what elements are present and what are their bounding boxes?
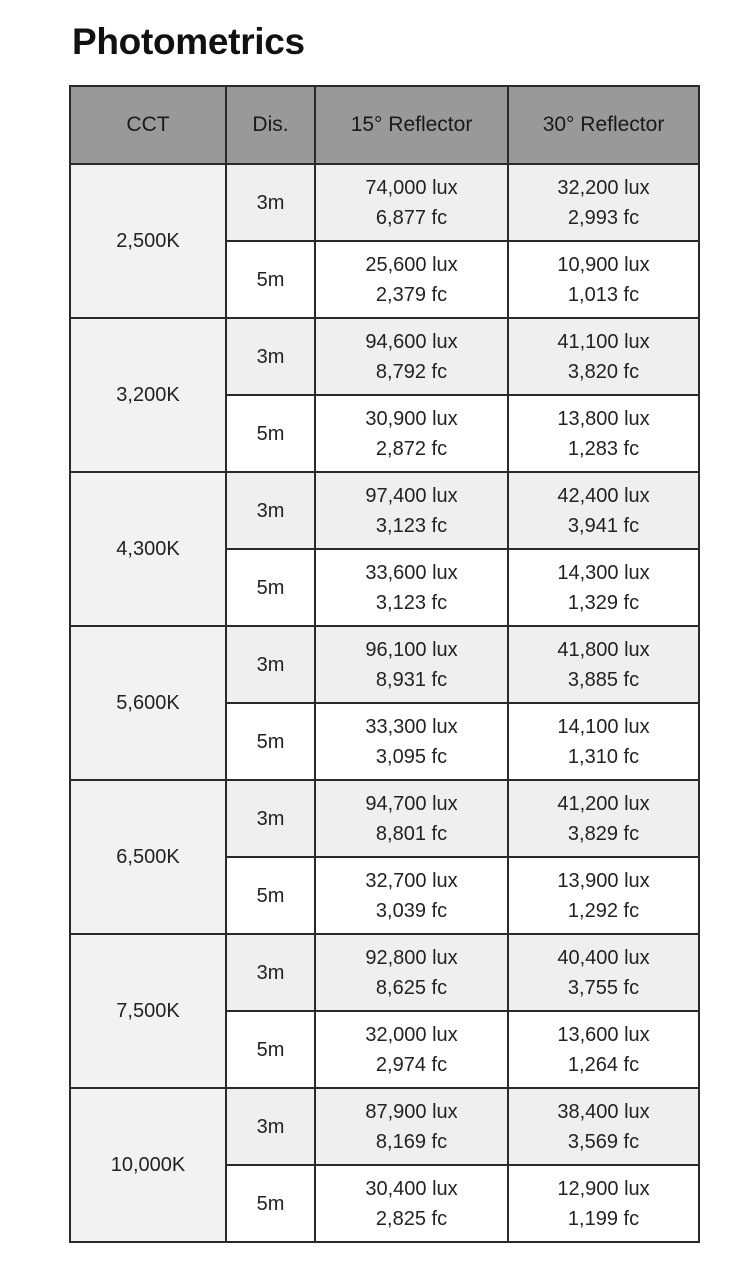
- reflector-15-cell: [315, 1165, 508, 1242]
- lux-value: 41,100 lux: [557, 330, 650, 353]
- fc-value: 8,792 fc: [375, 360, 448, 383]
- fc-value: 3,569 fc: [567, 1130, 640, 1153]
- fc-value: 8,931 fc: [375, 668, 448, 691]
- reflector-30-cell: [508, 780, 699, 857]
- lux-value: 94,600 lux: [365, 330, 458, 353]
- cct-cell: 6,500K: [70, 780, 226, 934]
- reflector-15-cell: [315, 549, 508, 626]
- distance-cell: 5m: [226, 1011, 315, 1088]
- reflector-30-cell: [508, 549, 699, 626]
- distance-cell: 3m: [226, 318, 315, 395]
- reflector-15-cell: [315, 703, 508, 780]
- fc-value: 3,123 fc: [375, 514, 448, 537]
- lux-value: 30,900 lux: [365, 407, 458, 430]
- distance-cell: 3m: [226, 472, 315, 549]
- reflector-15-cell: [315, 472, 508, 549]
- lux-value: 32,200 lux: [557, 176, 650, 199]
- distance-cell: 3m: [226, 1088, 315, 1165]
- fc-value: 1,292 fc: [567, 899, 640, 922]
- cct-cell: 5,600K: [70, 626, 226, 780]
- reflector-15-cell: [315, 780, 508, 857]
- header-row: [70, 86, 699, 164]
- reflector-30-cell: [508, 934, 699, 1011]
- fc-value: 1,329 fc: [567, 591, 640, 614]
- cct-cell: 3,200K: [70, 318, 226, 472]
- lux-value: 12,900 lux: [557, 1177, 650, 1200]
- reflector-30-cell: [508, 1088, 699, 1165]
- reflector-30-cell: [508, 395, 699, 472]
- lux-value: 10,900 lux: [557, 253, 650, 276]
- fc-value: 8,169 fc: [375, 1130, 448, 1153]
- lux-value: 33,600 lux: [365, 561, 458, 584]
- fc-value: 3,829 fc: [567, 822, 640, 845]
- distance-cell: 5m: [226, 395, 315, 472]
- lux-value: 97,400 lux: [365, 484, 458, 507]
- fc-value: 2,825 fc: [375, 1207, 448, 1230]
- lux-value: 33,300 lux: [365, 715, 458, 738]
- distance-cell: 5m: [226, 1165, 315, 1242]
- lux-value: 14,100 lux: [557, 715, 650, 738]
- fc-value: 1,013 fc: [567, 283, 640, 306]
- distance-cell: 3m: [226, 934, 315, 1011]
- lux-value: 42,400 lux: [557, 484, 650, 507]
- table-row: [70, 318, 699, 395]
- lux-value: 87,900 lux: [365, 1100, 458, 1123]
- fc-value: 3,123 fc: [375, 591, 448, 614]
- lux-value: 94,700 lux: [365, 792, 458, 815]
- fc-value: 2,872 fc: [375, 437, 448, 460]
- lux-value: 92,800 lux: [365, 946, 458, 969]
- reflector-15-cell: [315, 934, 508, 1011]
- distance-cell: 3m: [226, 780, 315, 857]
- fc-value: 1,283 fc: [567, 437, 640, 460]
- header-15-reflector: 15° Reflector: [315, 86, 508, 164]
- lux-value: 14,300 lux: [557, 561, 650, 584]
- reflector-15-cell: [315, 164, 508, 241]
- reflector-15-cell: [315, 1011, 508, 1088]
- fc-value: 2,993 fc: [567, 206, 640, 229]
- reflector-30-cell: [508, 857, 699, 934]
- reflector-30-cell: [508, 1165, 699, 1242]
- reflector-30-cell: [508, 318, 699, 395]
- lux-value: 40,400 lux: [557, 946, 650, 969]
- distance-cell: 5m: [226, 857, 315, 934]
- cct-cell: 4,300K: [70, 472, 226, 626]
- header-30-reflector: 30° Reflector: [508, 86, 699, 164]
- reflector-30-cell: [508, 1011, 699, 1088]
- table-row: [70, 1088, 699, 1165]
- lux-value: 13,600 lux: [557, 1023, 650, 1046]
- reflector-15-cell: [315, 318, 508, 395]
- table-row: [70, 472, 699, 549]
- header-distance: Dis.: [226, 86, 315, 164]
- fc-value: 3,039 fc: [375, 899, 448, 922]
- fc-value: 3,885 fc: [567, 668, 640, 691]
- distance-cell: 5m: [226, 241, 315, 318]
- lux-value: 74,000 lux: [365, 176, 458, 199]
- fc-value: 3,820 fc: [567, 360, 640, 383]
- fc-value: 6,877 fc: [375, 206, 448, 229]
- lux-value: 41,800 lux: [557, 638, 650, 661]
- reflector-30-cell: [508, 164, 699, 241]
- reflector-30-cell: [508, 703, 699, 780]
- lux-value: 41,200 lux: [557, 792, 650, 815]
- fc-value: 2,974 fc: [375, 1053, 448, 1076]
- table-row: [70, 626, 699, 703]
- distance-cell: 5m: [226, 703, 315, 780]
- lux-value: 96,100 lux: [365, 638, 458, 661]
- lux-value: 32,000 lux: [365, 1023, 458, 1046]
- reflector-30-cell: [508, 241, 699, 318]
- cct-cell: 10,000K: [70, 1088, 226, 1242]
- reflector-15-cell: [315, 857, 508, 934]
- page-title: Photometrics: [72, 21, 305, 62]
- fc-value: 1,264 fc: [567, 1053, 640, 1076]
- fc-value: 2,379 fc: [375, 283, 448, 306]
- table-row: [70, 164, 699, 241]
- reflector-30-cell: [508, 626, 699, 703]
- fc-value: 1,310 fc: [567, 745, 640, 768]
- reflector-15-cell: [315, 241, 508, 318]
- lux-value: 25,600 lux: [365, 253, 458, 276]
- lux-value: 38,400 lux: [557, 1100, 650, 1123]
- lux-value: 30,400 lux: [365, 1177, 458, 1200]
- fc-value: 3,755 fc: [567, 976, 640, 999]
- reflector-30-cell: [508, 472, 699, 549]
- fc-value: 1,199 fc: [567, 1207, 640, 1230]
- lux-value: 32,700 lux: [365, 869, 458, 892]
- reflector-15-cell: [315, 1088, 508, 1165]
- reflector-15-cell: [315, 626, 508, 703]
- lux-value: 13,900 lux: [557, 869, 650, 892]
- fc-value: 8,625 fc: [375, 976, 448, 999]
- distance-cell: 3m: [226, 164, 315, 241]
- fc-value: 3,095 fc: [375, 745, 448, 768]
- reflector-15-cell: [315, 395, 508, 472]
- lux-value: 13,800 lux: [557, 407, 650, 430]
- table-row: [70, 780, 699, 857]
- table-row: [70, 934, 699, 1011]
- distance-cell: 5m: [226, 549, 315, 626]
- distance-cell: 3m: [226, 626, 315, 703]
- header-cct: CCT: [70, 86, 226, 164]
- fc-value: 8,801 fc: [375, 822, 448, 845]
- fc-value: 3,941 fc: [567, 514, 640, 537]
- photometrics-table: [69, 85, 700, 1243]
- cct-cell: 7,500K: [70, 934, 226, 1088]
- cct-cell: 2,500K: [70, 164, 226, 318]
